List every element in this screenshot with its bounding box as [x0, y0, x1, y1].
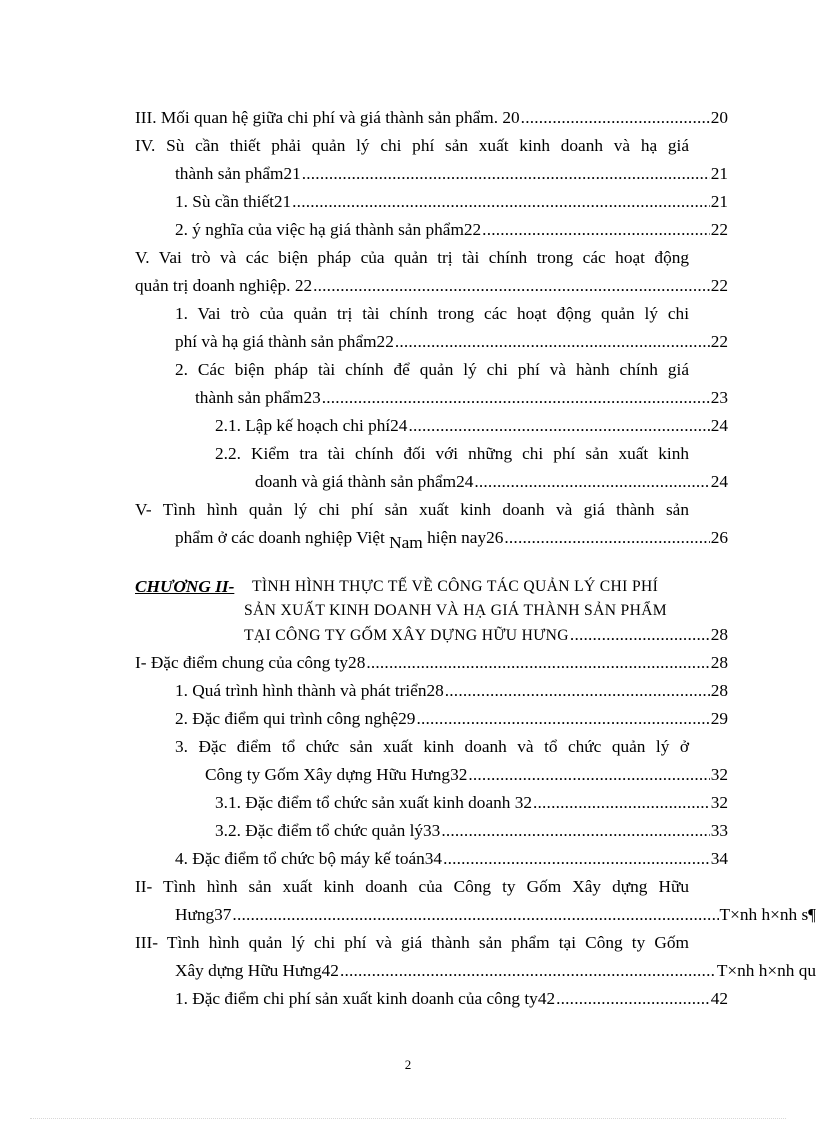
toc-entry-title: 2.1. Lập kế hoạch chi phí24 [215, 416, 408, 435]
toc-leader [504, 527, 709, 549]
toc-leader [416, 708, 709, 730]
toc-leader [340, 960, 716, 982]
toc-entry-i-3[interactable] [205, 764, 728, 786]
toc-page-number: 24 [710, 416, 728, 435]
toc-leader [445, 680, 710, 702]
toc-entry-ii-line1[interactable]: II- Tình hình sản xuất kinh doanh của Công ty Gốm Xây dựng Hữu [135, 877, 689, 896]
toc-entry-v-2-line1[interactable]: 2. Các biện pháp tài chính để quản lý chi phí và hành chính giá [175, 360, 689, 379]
toc-leader [292, 191, 710, 213]
toc-entry-v[interactable] [135, 275, 728, 297]
toc-entry-title: 2. Đặc điểm qui trình công nghệ29 [175, 709, 416, 728]
toc-entry-iv-2[interactable] [175, 219, 728, 241]
toc-leader [366, 652, 709, 674]
toc-entry-v-2-2[interactable] [255, 471, 728, 493]
toc-entry-title: thành sản phẩm23 [195, 388, 321, 407]
toc-entry-iii2-1[interactable] [175, 988, 728, 1010]
toc-leader [322, 387, 710, 409]
toc-entry-i-3-1[interactable] [215, 792, 728, 814]
toc-page-number: 32 [710, 765, 728, 784]
toc-page-number: 22 [710, 220, 728, 239]
toc-entry-title: Xây dựng Hữu Hưng42 [175, 961, 339, 980]
toc-entry-title: Hưng37 [175, 905, 232, 924]
toc-entry-title-c: hiện nay26 [427, 528, 504, 547]
toc-page-number: 22 [710, 332, 728, 351]
toc-page-number: 42 [710, 989, 728, 1008]
toc-page-number: 21 [710, 164, 728, 183]
toc-entry-v-dash[interactable] [175, 527, 728, 552]
toc-entry-i-3-line1[interactable]: 3. Đặc điểm tổ chức sản xuất kinh doanh và tổ chức quản lý ở [175, 737, 689, 756]
toc-page-number: 32 [710, 793, 728, 812]
toc-leader [313, 275, 710, 297]
toc-entry-title: doanh và giá thành sản phẩm24 [255, 472, 474, 491]
toc-leader [408, 415, 709, 437]
toc-leader [556, 988, 710, 1010]
toc-leader [302, 163, 710, 185]
toc-entry-chapter-ii[interactable] [244, 624, 728, 646]
chapter-tag: CHƯƠNG II- [135, 577, 235, 596]
toc-entry-v-2-2-line1[interactable]: 2.2. Kiểm tra tài chính đối với những chi phí sản xuất kinh [215, 444, 689, 463]
toc-page-number: 26 [710, 528, 728, 547]
chapter-label[interactable] [135, 576, 234, 598]
toc-entry-v-2-1[interactable] [215, 415, 728, 437]
toc-entry-v-line1[interactable]: V. Vai trò và các biện pháp của quản trị tài chính trong các hoạt động [135, 248, 689, 267]
toc-leader [533, 792, 710, 814]
toc-entry-title: thành sản phẩm21 [175, 164, 301, 183]
toc-entry-i-2[interactable] [175, 708, 728, 730]
toc-leader [482, 219, 710, 241]
toc-page-number: 28 [710, 681, 728, 700]
toc-entry-title: 1. Quá trình hình thành và phát triển28 [175, 681, 444, 700]
toc-entry-title: I- Đặc điểm chung của công ty28 [135, 653, 366, 672]
toc-page-number: 34 [710, 849, 728, 868]
toc-entry-iv-1[interactable] [175, 191, 728, 213]
toc-page-number: 29 [710, 709, 728, 728]
toc-entry-iv-line1[interactable]: IV. Sù cần thiết phải quản lý chi phí sản xuất kinh doanh và hạ giá [135, 136, 689, 155]
toc-entry-title: quản trị doanh nghiệp. 22 [135, 276, 313, 295]
toc-entry-i[interactable] [135, 652, 728, 674]
chapter-title-line1[interactable]: TÌNH HÌNH THỰC TẾ VỀ CÔNG TÁC QUẢN LÝ CHI PHÍ [252, 578, 659, 595]
toc-leader [441, 820, 709, 842]
toc-entry-title: 3.1. Đặc điểm tổ chức sản xuất kinh doanh 32 [215, 793, 532, 812]
toc-page-number: 33 [710, 821, 728, 840]
toc-leader [395, 331, 710, 353]
toc-page-number: 28 [710, 625, 728, 644]
toc-entry-v-dash-line1[interactable]: V- Tình hình quản lý chi phí sản xuất kinh doanh và giá thành sản [135, 500, 689, 519]
toc-entry-title: 4. Đặc điểm tổ chức bộ máy kế toán34 [175, 849, 443, 868]
toc-leader [468, 764, 709, 786]
toc-entry-title: 2. ý nghĩa của việc hạ giá thành sản phẩm22 [175, 220, 482, 239]
toc-page-number: 20 [710, 108, 728, 127]
toc-entry-title: III. Mối quan hệ giữa chi phí và giá thành sản phẩm. 20 [135, 108, 520, 127]
page-number: 2 [404, 1057, 412, 1072]
toc-entry-title: phí và hạ giá thành sản phẩm22 [175, 332, 394, 351]
toc-leader [521, 107, 710, 129]
toc-entry-title: 3.2. Đặc điểm tổ chức quản lý33 [215, 821, 441, 840]
toc-entry-iii[interactable] [135, 107, 728, 129]
toc-entry-title-b: Nam [389, 533, 423, 552]
toc-entry-iii2-line1[interactable]: III- Tình hình quản lý chi phí và giá thành sản phẩm tại Công ty Gốm [135, 933, 689, 952]
page-bottom-divider [30, 1118, 786, 1119]
toc-entry-v-1-line1[interactable]: 1. Vai trò của quản trị tài chính trong các hoạt động quản lý chi [175, 304, 689, 323]
toc-entry-title-a: phẩm ở các doanh nghiệp Việt [175, 528, 385, 547]
toc-entry-title: 1. Sù cần thiết21 [175, 192, 292, 211]
toc-page-ref-error: T×nh h×nh qu [716, 961, 816, 980]
toc-page-number: 23 [710, 388, 728, 407]
toc-page-number: 21 [710, 192, 728, 211]
toc-entry-v-2[interactable] [195, 387, 728, 409]
toc-entry-iii2[interactable] [175, 960, 816, 982]
toc-page-ref-error: T×nh h×nh s¶ [719, 905, 816, 924]
toc-page-number: 24 [710, 472, 728, 491]
toc-entry-i-1[interactable] [175, 680, 728, 702]
toc-entry-title: Công ty Gốm Xây dựng Hữu Hưng32 [205, 765, 468, 784]
toc-leader [474, 471, 709, 493]
toc-page-number: 28 [710, 653, 728, 672]
toc-entry-i-3-2[interactable] [215, 820, 728, 842]
toc-page-number: 22 [710, 276, 728, 295]
toc-leader [570, 624, 710, 646]
toc-leader [443, 848, 710, 870]
chapter-title-line2[interactable]: SẢN XUẤT KINH DOANH VÀ HẠ GIÁ THÀNH SẢN PHẨM [244, 602, 668, 619]
toc-entry-iv[interactable] [175, 163, 728, 185]
toc-entry-ii[interactable] [175, 904, 816, 926]
toc-leader [232, 904, 718, 926]
toc-entry-title: 1. Đặc điểm chi phí sản xuất kinh doanh của công ty42 [175, 989, 556, 1008]
toc-entry-i-4[interactable] [175, 848, 728, 870]
chapter-title-line3: TẠI CÔNG TY GỐM XÂY DỰNG HỮU HƯNG [244, 627, 569, 644]
toc-entry-v-1[interactable] [175, 331, 728, 353]
